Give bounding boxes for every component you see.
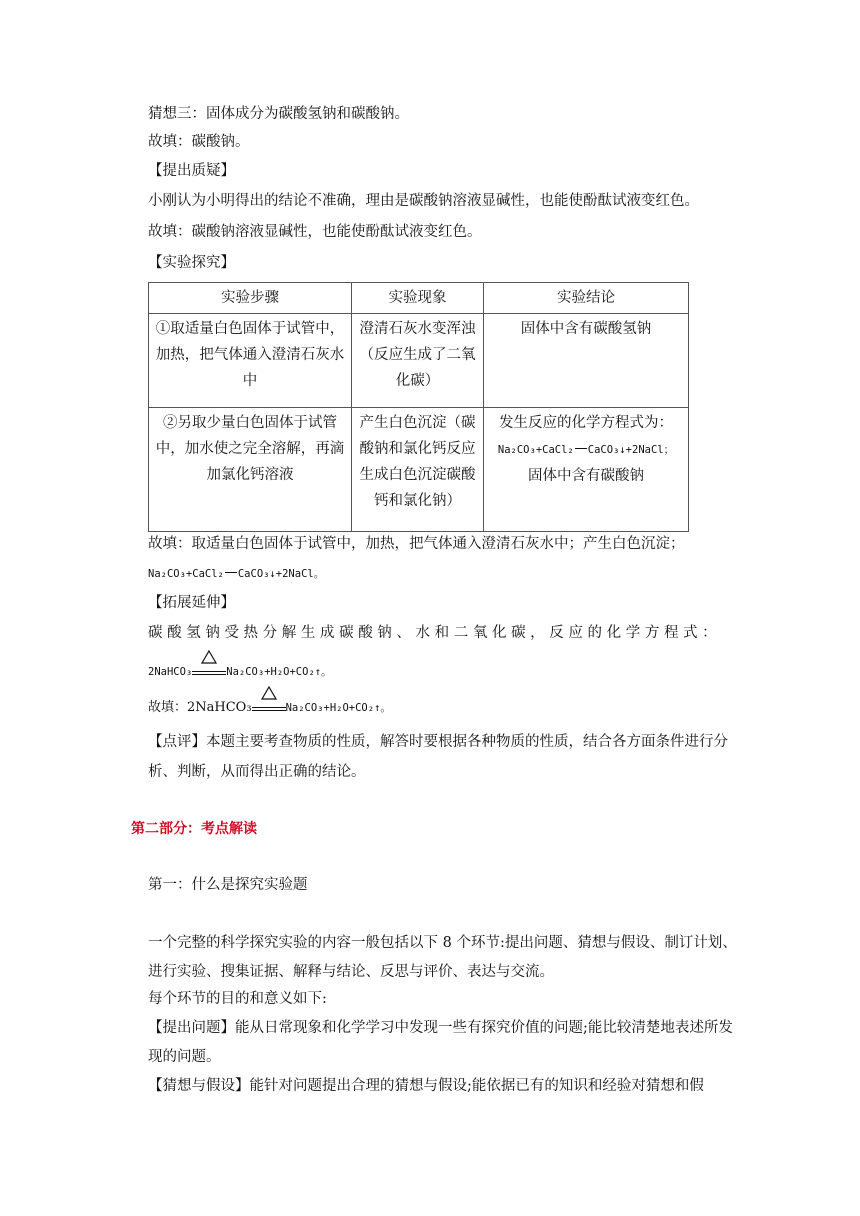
step-cell: ①取适量白色固体于试管中，加热，把气体通入澄清石灰水中 xyxy=(149,314,352,408)
triangle-icon xyxy=(261,686,277,700)
extend-text: 碳 酸 氢 钠 受 热 分 解 生 成 碳 酸 钠 、 水 和 二 氧 化 碳 ， 反 应 的 化 学 方 程 式 ： xyxy=(148,625,717,641)
equation-right: CaCO₃↓+2NaCl； xyxy=(587,444,675,456)
table-header: 实验结论 xyxy=(484,283,689,314)
table-header: 实验步骤 xyxy=(149,283,352,314)
table-header-row xyxy=(149,283,689,314)
ask-heading: 【提出问题】 xyxy=(148,1020,235,1036)
experiment-heading: 【实验探究】 xyxy=(148,255,235,271)
equation-right: CaCO₃↓+2NaCl。 xyxy=(237,568,325,580)
comment-paragraph xyxy=(148,727,738,787)
fill4-equation xyxy=(148,696,738,719)
extend-equation xyxy=(148,660,738,683)
meaning-line: 每个环节的目的和意义如下: xyxy=(148,991,327,1007)
guess-paragraph xyxy=(148,1075,738,1097)
guess-heading: 【猜想与假设】 xyxy=(148,1078,250,1094)
equals-sign xyxy=(575,448,587,450)
fill3-line: 故填：取适量白色固体于试管中，加热，把气体通入澄清石灰水中；产生白色沉淀； xyxy=(148,536,685,552)
heating-sign xyxy=(192,662,226,676)
conclusion-line: 固体中含有碳酸钠 xyxy=(528,468,644,484)
conclusion-line: 发生反应的化学方程式为： xyxy=(499,415,673,431)
fill3-equation xyxy=(148,562,738,585)
intro-paragraph: 一个完整的科学探究实验的内容一般包括以下 8 个环节:提出问题、猜想与假设、制订计划、进行实验、搜集证据、解释与结论、反思与评价、表达与交流。 xyxy=(148,935,737,980)
experiment-table xyxy=(148,282,689,532)
section1-title: 第一：什么是探究实验题 xyxy=(148,877,308,893)
step-cell: ②另取少量白色固体于试管中，加水使之完全溶解，再滴加氯化钙溶液 xyxy=(149,408,352,532)
extend-heading: 【拓展延伸】 xyxy=(148,595,235,611)
equation-left: Na₂CO₃+CaCl₂ xyxy=(148,568,224,580)
doubt-text: 小刚认为小明得出的结论不准确，理由是碳酸钠溶液显碱性，也能使酚酞试液变红色。 xyxy=(148,193,699,209)
equation-right: Na₂CO₃+H₂O+CO₂↑。 xyxy=(285,702,391,714)
phenomenon-cell: 产生白色沉淀（碳酸钠和氯化钙反应生成白色沉淀碳酸钙和氯化钠） xyxy=(352,408,484,532)
equation-right: Na₂CO₃+H₂O+CO₂↑。 xyxy=(226,666,332,678)
part2-title: 第二部分：考点解读 xyxy=(131,821,257,837)
ask-paragraph xyxy=(148,1014,738,1072)
fill4-prefix: 故填：2NaHCO₃ xyxy=(148,700,252,715)
fill1-line: 故填：碳酸钠。 xyxy=(148,134,250,150)
equation-left: 2NaHCO₃ xyxy=(148,666,193,678)
phenomenon-cell: 澄清石灰水变浑浊（反应生成了二氧化碳） xyxy=(352,314,484,408)
equals-sign xyxy=(225,572,237,574)
triangle-icon xyxy=(201,650,217,664)
table-row xyxy=(149,314,689,408)
table-row xyxy=(149,408,689,532)
comment-text: 本题主要考查物质的性质，解答时要根据各种物质的性质，结合各方面条件进行分析、判断，从而得出正确的结论。 xyxy=(148,734,728,780)
ask-text: 能从日常现象和化学学习中发现一些有探究价值的问题;能比较清楚地表述所发现的问题。 xyxy=(148,1020,733,1065)
table-header: 实验现象 xyxy=(352,283,484,314)
fill2-line: 故填：碳酸钠溶液显碱性，也能使酚酞试液变红色。 xyxy=(148,224,482,240)
heating-sign xyxy=(252,698,286,712)
equation-left: Na₂CO₃+CaCl₂ xyxy=(497,444,574,456)
conclusion-cell: 固体中含有碳酸氢钠 xyxy=(484,314,689,408)
comment-heading: 【点评】 xyxy=(148,734,206,750)
raise-doubt-heading: 【提出质疑】 xyxy=(148,163,235,179)
equation xyxy=(488,436,684,463)
conclusion-cell xyxy=(484,408,689,532)
guess-text: 能针对问题提出合理的猜想与假设;能依据已有的知识和经验对猜想和假 xyxy=(249,1078,704,1094)
guess3-line: 猜想三：固体成分为碳酸氢钠和碳酸钠。 xyxy=(148,106,409,122)
